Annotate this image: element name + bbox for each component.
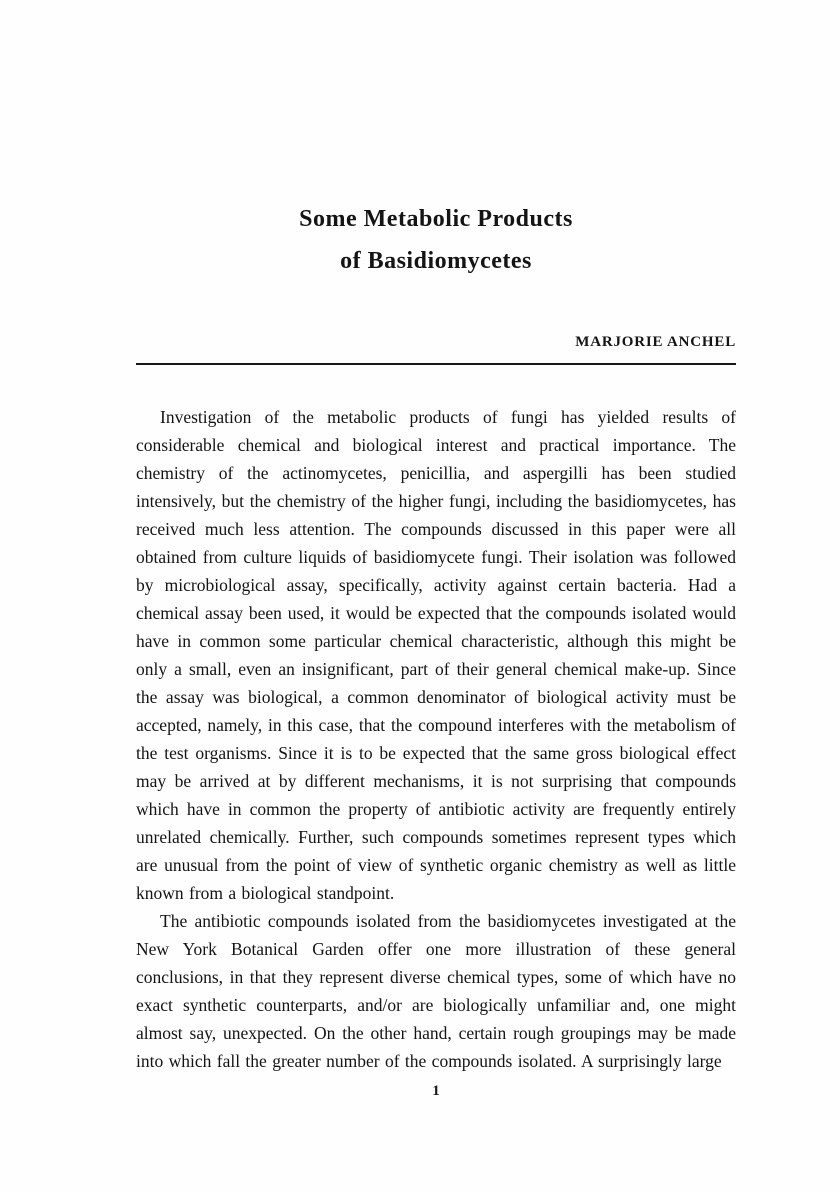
paragraph: Investigation of the metabolic products of fungi has yielded results of considerable chemical and biological interest and practical importance. The chemistry of the actinomycetes, penicillia, and aspergilli has been studied intensively, but the chemistry of the higher fungi, including the basidiomycetes, has received much less attention. The compounds discussed in this paper were all obtained from culture liquids of basidiomycete fungi. Their isolation was followed by microbiological assay, specifically, activity against certain bacteria. Had a chemical assay been used, it would be expected that the compounds isolated would have in common some particular chemical characteristic, although this might be only a small, even an insignificant, part of their general chemical make-up. Since the assay was biological, a common denominator of biological activity must be accepted, namely, in this case, that the compound interferes with the metabolism of the test organisms. Since it is to be expected that the same gross biological effect may be arrived at by different mechanisms, it is not surprising that compounds which have in common the property of antibiotic activity are frequently entirely unrelated chemically. Further, such compounds sometimes represent types which are unusual from the point of view of synthetic organic chemistry as well as little known from a biological standpoint.: [136, 407, 736, 903]
text-column: [136, 0, 736, 1100]
page-number: 1: [432, 1083, 440, 1099]
paper-title: [136, 198, 736, 282]
paragraph: The antibiotic compounds isolated from the basidiomycetes investigated at the New York Botanical Garden offer one more illustration of these general conclusions, in that they represent diverse chemical types, some of which have no exact synthetic counterparts, and/or are biologically unfamiliar and, one might almost say, unexpected. On the other hand, certain rough groupings may be made into which fall the greater number of the compounds isolated. A surprisingly large: [136, 911, 736, 1071]
paper-title-line-2: of Basidiomycetes: [340, 248, 532, 274]
author-name: MARJORIE ANCHEL: [575, 334, 736, 350]
paper-title-line-1: Some Metabolic Products: [299, 206, 573, 232]
article-body: [136, 403, 736, 1075]
title-divider-rule: [136, 363, 736, 365]
